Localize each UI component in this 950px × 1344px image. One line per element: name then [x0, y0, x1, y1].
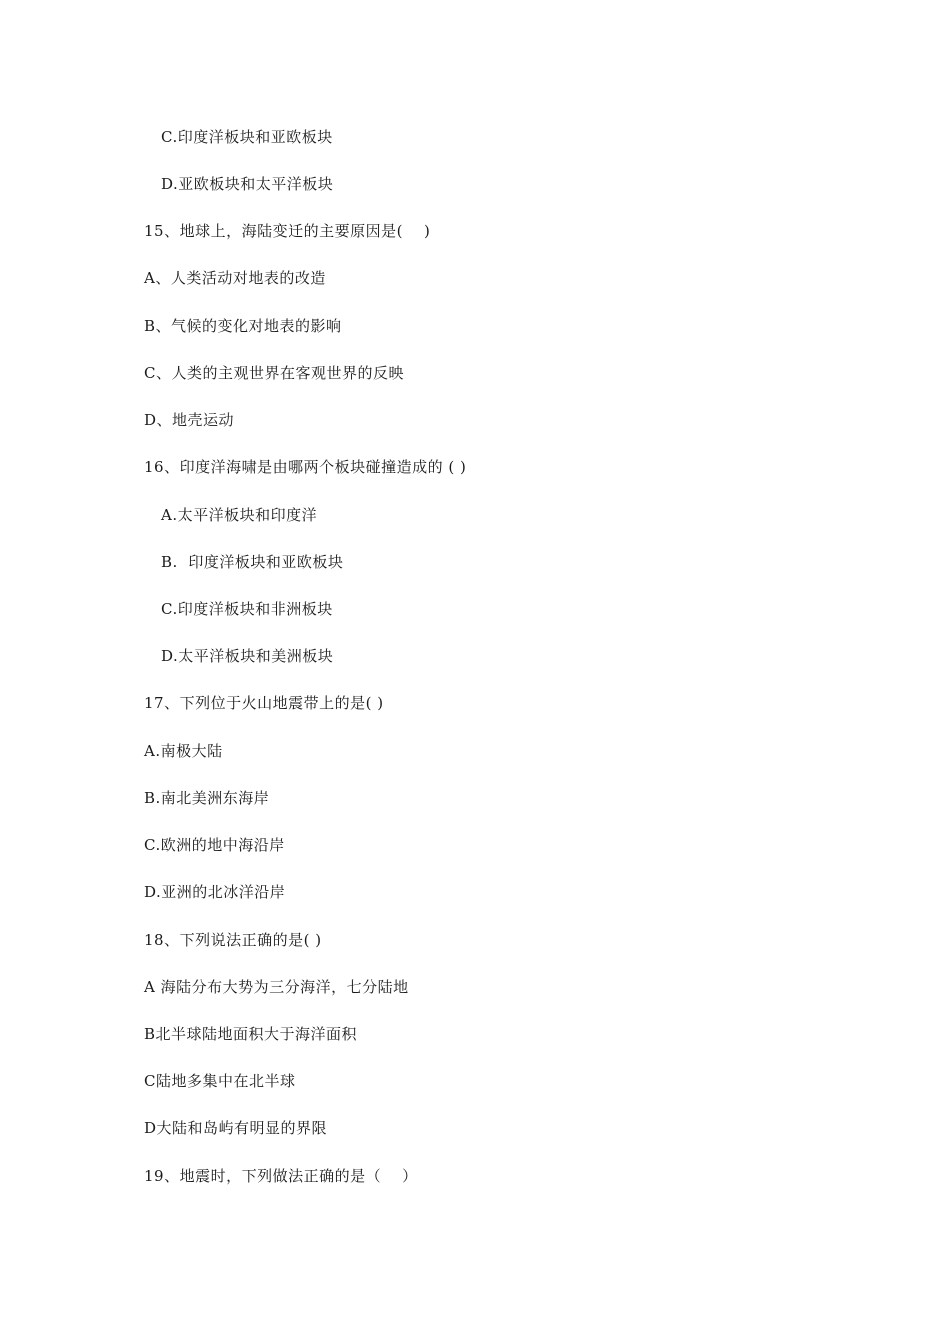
option-17a: A.南极大陆	[144, 742, 223, 760]
option-15b: B、气候的变化对地表的影响	[144, 317, 342, 335]
option-18d: D大陆和岛屿有明显的界限	[144, 1119, 328, 1137]
question-16: 16、印度洋海啸是由哪两个板块碰撞造成的 ( )	[144, 458, 467, 476]
question-15: 15、地球上，海陆变迁的主要原因是( )	[144, 222, 431, 240]
option-16a: A.太平洋板块和印度洋	[161, 506, 318, 524]
option-15c: C、人类的主观世界在客观世界的反映	[144, 364, 404, 382]
option-18a: A 海陆分布大势为三分海洋，七分陆地	[144, 978, 409, 996]
option-17d: D.亚洲的北冰洋沿岸	[144, 883, 286, 901]
option-16b: B. 印度洋板块和亚欧板块	[161, 553, 344, 571]
option-17b: B.南北美洲东海岸	[144, 789, 270, 807]
option-15a: A、人类活动对地表的改造	[144, 269, 326, 287]
option-16d: D.太平洋板块和美洲板块	[161, 647, 334, 665]
option-14d: D.亚欧板块和太平洋板块	[161, 175, 334, 193]
question-17: 17、下列位于火山地震带上的是( )	[144, 694, 384, 712]
option-17c: C.欧洲的地中海沿岸	[144, 836, 285, 854]
option-15d: D、地壳运动	[144, 411, 235, 429]
option-18b: B北半球陆地面积大于海洋面积	[144, 1025, 358, 1043]
question-18: 18、下列说法正确的是( )	[144, 931, 322, 949]
option-16c: C.印度洋板块和非洲板块	[161, 600, 333, 618]
option-14c: C.印度洋板块和亚欧板块	[161, 128, 333, 146]
question-19: 19、地震时，下列做法正确的是（ ）	[144, 1167, 418, 1185]
option-18c: C陆地多集中在北半球	[144, 1072, 296, 1090]
